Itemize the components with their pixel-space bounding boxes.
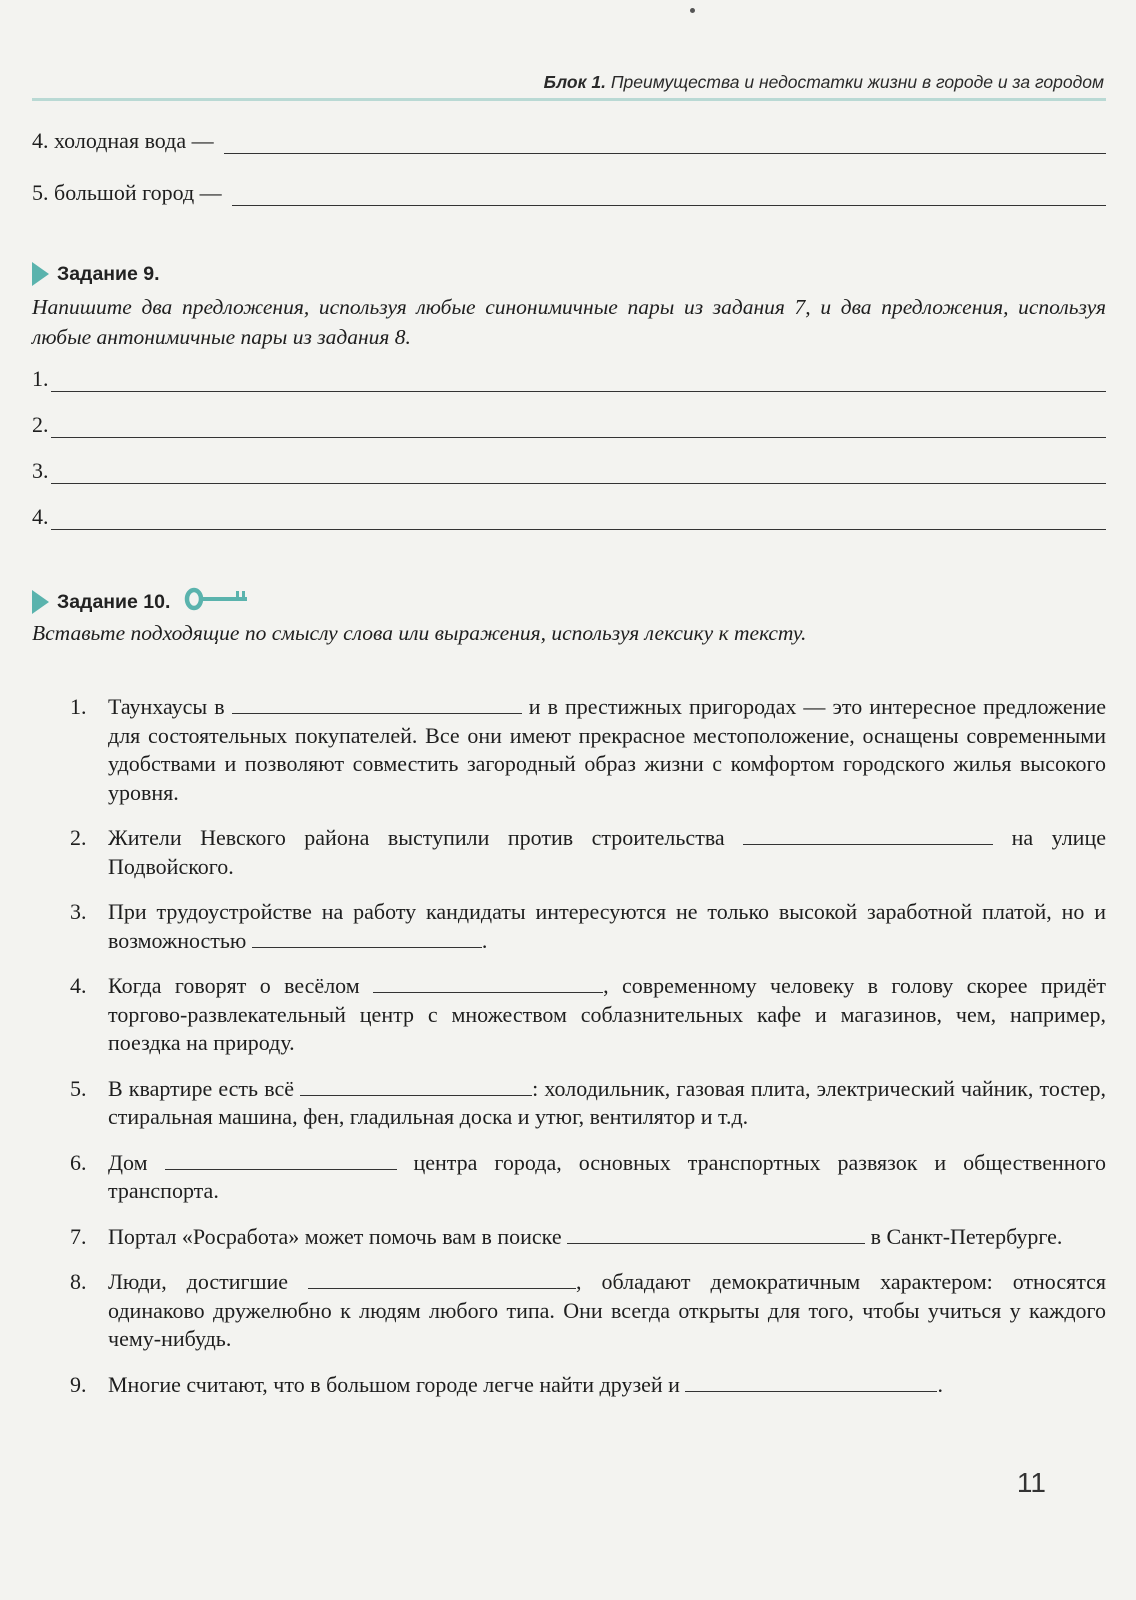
task9-line-2[interactable]: 2.	[32, 412, 1106, 438]
list-item: 5. В квартире есть всё : холодильник, газовая плита, электрический чайник, тостер, стиральная машина, фен, гладильная доска и утюг, вентилятор и т.д.	[70, 1075, 1107, 1129]
answer-line[interactable]	[51, 373, 1107, 392]
triangle-marker-icon	[32, 590, 49, 614]
running-header	[544, 72, 1104, 93]
task8-item-label: 5. большой город —	[32, 180, 222, 205]
fill-blank[interactable]	[300, 1075, 532, 1096]
header-title: Преимущества и недостатки жизни в городе и за городом	[610, 72, 1104, 92]
answer-line[interactable]	[232, 187, 1106, 206]
list-item: 7. Портал «Росработа» может помочь вам в поиске в Санкт-Петербурге.	[70, 1223, 1063, 1249]
answer-line[interactable]	[51, 419, 1107, 438]
task9-line-4[interactable]: 4.	[32, 504, 1106, 530]
fill-blank[interactable]	[685, 1371, 937, 1392]
answer-line[interactable]	[224, 135, 1106, 154]
task10-instruction: Вставьте подходящие по смыслу слова или выражения, используя лексику к тексту.	[32, 621, 807, 645]
task9-line-3[interactable]: 3.	[32, 458, 1106, 484]
triangle-marker-icon	[32, 262, 49, 286]
task10-list	[70, 693, 1106, 1416]
list-item: 4. Когда говорят о весёлом , современному человеку в голову скорее придёт торгово-развлекательный центр с множеством соблазнительных кафе и магазинов, чем, например, поездка на природу.	[70, 973, 1106, 1055]
task8-item-5[interactable]	[32, 180, 1106, 206]
task8-item-4[interactable]	[32, 128, 1106, 154]
key-icon	[184, 586, 250, 618]
list-item: 8. Люди, достигшие , обладают демократичным характером: относятся одинаково дружелюбно к людям любого типа. Они всегда открыты для того, чтобы учиться у каждого чему-нибудь.	[70, 1269, 1106, 1351]
fill-blank[interactable]	[567, 1223, 865, 1244]
list-item: 2. Жители Невского района выступили против строительства на улице Подвойского.	[70, 825, 1106, 879]
answer-line[interactable]	[51, 511, 1107, 530]
list-item: 9. Многие считают, что в большом городе легче найти друзей и .	[70, 1371, 943, 1397]
fill-blank[interactable]	[165, 1149, 397, 1170]
fill-blank[interactable]	[743, 824, 993, 845]
task9-title: Задание 9.	[32, 262, 160, 286]
fill-blank[interactable]	[232, 693, 522, 714]
fill-blank[interactable]	[308, 1268, 576, 1289]
print-mark	[690, 8, 695, 13]
fill-blank[interactable]	[373, 972, 603, 993]
page-number: 11	[1016, 1467, 1046, 1498]
list-item: 1. Таунхаусы в и в престижных пригородах — это интересное предложение для состоятельных покупателей. Все они имеют прекрасное местоположение, оснащены современными удобствами и позволяют совместить загородный образ жизни с комфортом городского жилья высокого уровня.	[70, 694, 1107, 805]
task9-instruction: Напишите два предложения, используя любые синонимичные пары из задания 7, и два предложения, используя любые антонимичные пары из задания 8.	[32, 295, 1106, 349]
fill-blank[interactable]	[252, 927, 482, 948]
header-block-label: Блок 1.	[543, 72, 606, 92]
task8-item-label: 4. холодная вода —	[32, 128, 214, 153]
answer-line[interactable]	[51, 465, 1107, 484]
list-item: 6. Дом центра города, основных транспортных развязок и общественного транспорта.	[70, 1149, 1107, 1203]
task10-title: Задание 10.	[32, 586, 250, 618]
header-divider	[32, 98, 1106, 101]
task9-line-1[interactable]: 1.	[32, 366, 1106, 392]
list-item: 3. При трудоустройстве на работу кандидаты интересуются не только высокой заработной платой, но и возможностью .	[70, 899, 1106, 953]
